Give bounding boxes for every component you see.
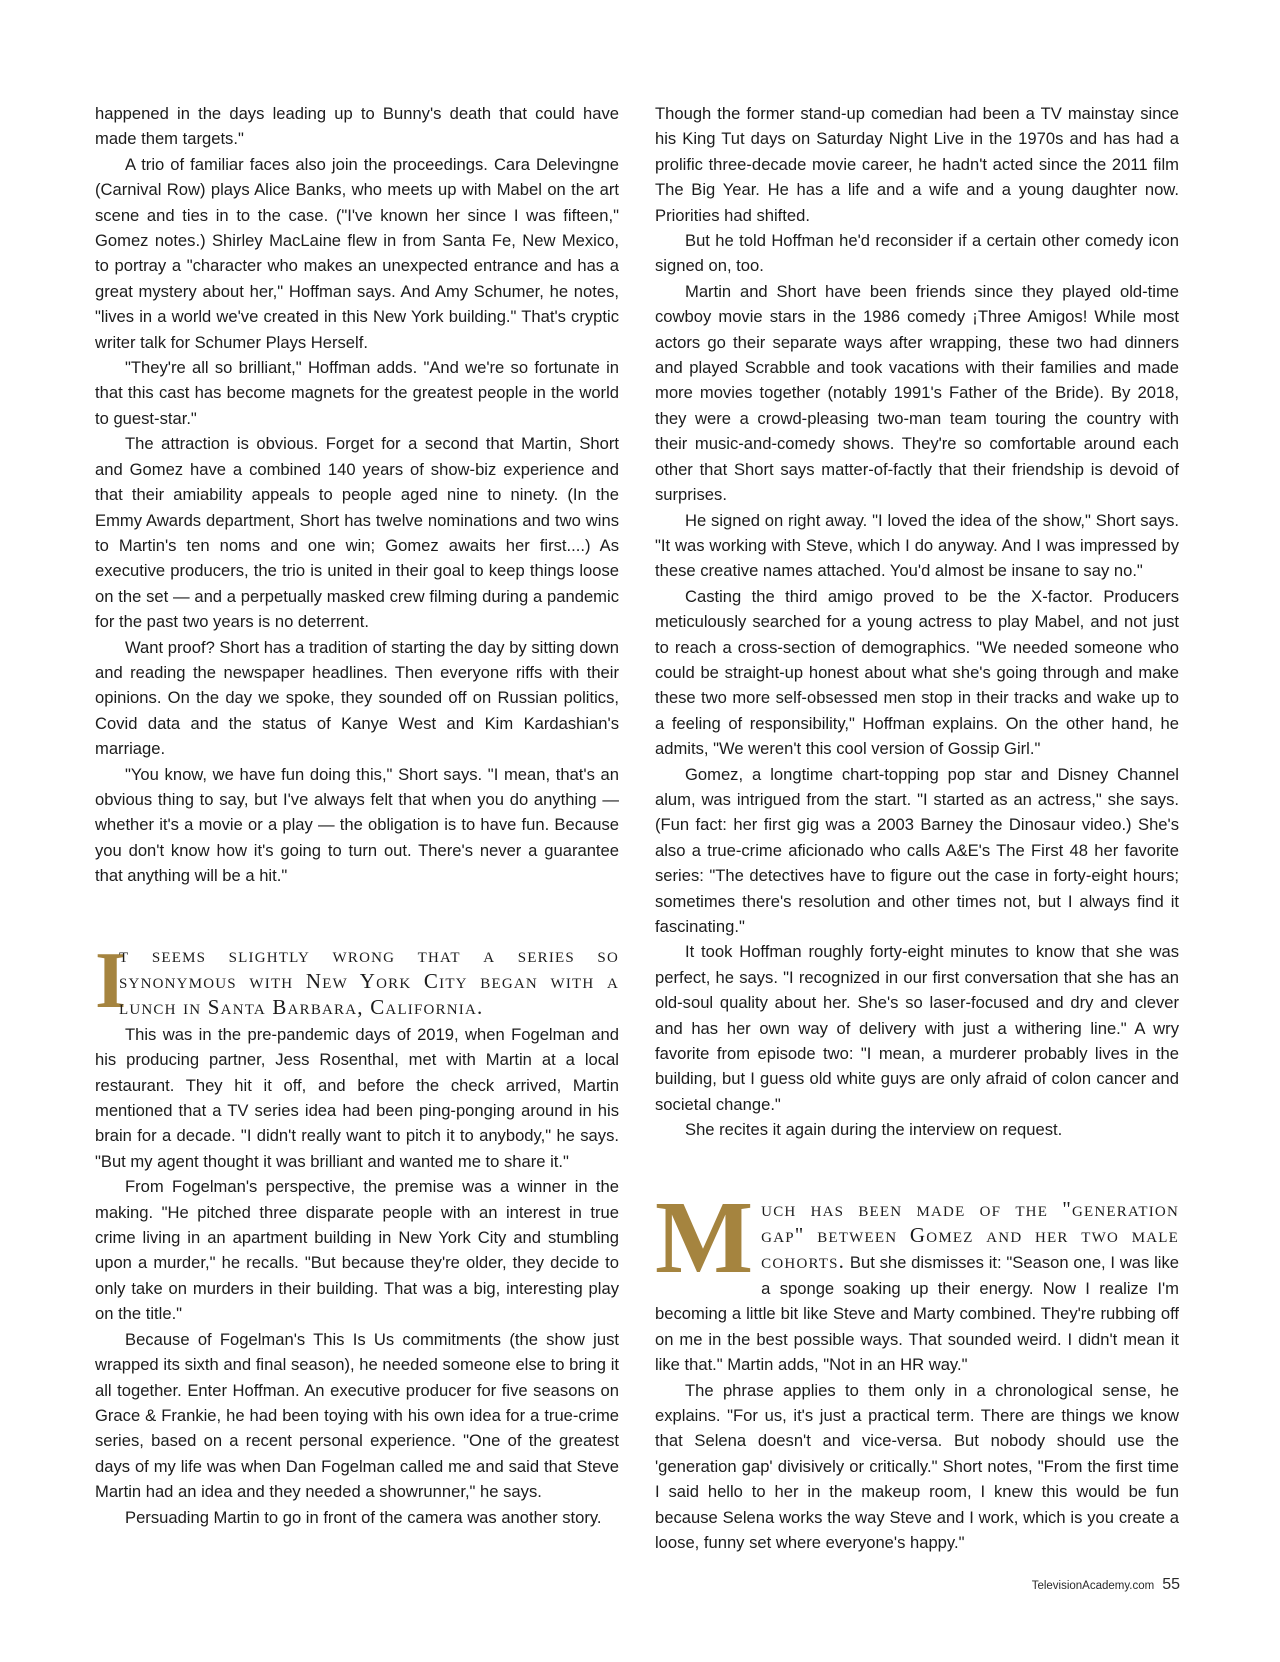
paragraph: This was in the pre-pandemic days of 2019, when Fogelman and his producing partner, Jess Rosenthal, met with Martin at a local restaurant. They hit it off, and before the check arrived, Martin mentioned that a TV series idea had been ping-ponging around in his brain for a decade. "I didn't really want to pitch it to anybody," he says. "But my agent thought it was brilliant and wanted me to share it." [95, 1024, 619, 1171]
left-column [95, 101, 619, 1530]
drop-cap: I [95, 936, 127, 1025]
paragraph: Want proof? Short has a tradition of starting the day by sitting down and reading the newspaper headlines. Then everyone riffs with their opinions. On the day we spoke, they sounded off on Russian politics, Covid data and the status of Kanye West and Kim Kardashian's marriage. [95, 637, 619, 759]
paragraph: Though the former stand-up comedian had been a TV mainstay since his King Tut days on Saturday Night Live in the 1970s and has had a prolific three-decade movie career, he hadn't acted since the 2011 film The Big Year. He has a life and a wife and a young daughter now. Priorities had shifted. [655, 104, 1179, 225]
paragraph: The phrase applies to them only in a chronological sense, he explains. "For us, it's just a practical term. There are things we know that Selena doesn't and vice-versa. But nobody should use the 'generation gap' divisively or critically." Short notes, "From the first time I said hello to her in the makeup room, I knew this would be fun because Selena works the way Steve and I work, which is you create a loose, funny set where everyone's happy." [655, 1380, 1179, 1552]
page-number: 55 [1162, 1576, 1180, 1593]
section-lead-continuation: But she dismisses it: "Season one, I was like a sponge soaking up their energy. Now I realize I'm becoming a little bit like Steve and Marty combined. They're rubbing off on me in the best possible ways. That sounded weird. I didn't mean it like that." Martin adds, "Not in an HR way." [655, 1253, 1179, 1375]
paragraph: But he told Hoffman he'd reconsider if a certain other comedy icon signed on, too. [655, 231, 1179, 276]
paragraph: A trio of familiar faces also join the proceedings. Cara Delevingne (Carnival Row) plays Alice Banks, who meets up with Mabel on the art scene and ties in to the case. ("I've known her since I was fifteen," Gomez notes.) Shirley MacLaine flew in from Santa Fe, New Mexico, to portray a "character who makes an unexpected entrance and has a great mystery about her," Hoffman says. And Amy Schumer, he notes, "lives in a world we've created in this New York building." That's cryptic writer talk for Schumer Plays Herself. [95, 154, 619, 352]
page-footer [1032, 1576, 1180, 1594]
section-lead [95, 936, 619, 1025]
paragraph: "You know, we have fun doing this," Short says. "I mean, that's an obvious thing to say, but I've always felt that when you do anything — whether it's a movie or a play — the obligation is to have fun. Because you don't know how it's going to turn out. There's never a guarantee that anything will be a hit." [95, 764, 619, 886]
paragraph: It took Hoffman roughly forty-eight minutes to know that she was perfect, he says. "I recognized in our first conversation that she has an old-soul quality about her. She's so laser-focused and dry and clever and has her own way of delivery with just a withering line." A wry favorite from episode two: "I mean, a murderer probably lives in the building, but I guess old white guys are only afraid of colon cancer and societal change." [655, 942, 1179, 1114]
paragraph: From Fogelman's perspective, the premise was a winner in the making. "He pitched three disparate people with an interest in true crime living in an apartment building in New York City and stumbling upon a murder," he recalls. "But because they're older, they decide to only take on murders in their building. That was a big, interesting play on the title." [95, 1177, 619, 1324]
section-lead-text: t seems slightly wrong that a series so synonymous with New York City began with a lunch in Santa Barbara, California. [119, 942, 619, 1020]
paragraph: She recites it again during the interview on request. [685, 1120, 1063, 1140]
paragraph: happened in the days leading up to Bunny's death that could have made them targets." [95, 104, 619, 149]
right-column [655, 101, 1179, 1555]
paragraph: "They're all so brilliant," Hoffman adds. "And we're so fortunate in that this cast has become magnets for the greatest people in the world to guest-star." [95, 358, 619, 428]
paragraph: Because of Fogelman's This Is Us commitments (the show just wrapped its sixth and final season), he needed someone else to bring it all together. Enter Hoffman. An executive producer for five seasons on Grace & Frankie, he had been toying with his own idea for a true-crime series, based on a recent personal experience. "One of the greatest days of my life was when Dan Fogelman called me and said that Steve Martin had an idea and they needed a showrunner," he says. [95, 1329, 619, 1502]
paragraph: Martin and Short have been friends since they played old-time cowboy movie stars in the 1986 comedy ¡Three Amigos! While most actors go their separate ways after wrapping, these two had dinners and played Scrabble and took vacations with their families and made more movies together (notably 1991's Father of the Bride). By 2018, they were a crowd-pleasing two-man team touring the country with their music-and-comedy shows. They're so comfortable around each other that Short says matter-of-factly that their friendship is devoid of surprises. [655, 281, 1179, 505]
paragraph: The attraction is obvious. Forget for a second that Martin, Short and Gomez have a combined 140 years of show-biz experience and that their amiability appeals to people aged nine to ninety. (In the Emmy Awards department, Short has twelve nominations and two wins to Martin's ten noms and one win; Gomez awaits her first....) As executive producers, the trio is united in their goal to keep things loose on the set — and a perpetually masked crew filming during a pandemic for the past two years is no deterrent. [95, 434, 619, 632]
footer-site-link[interactable]: TelevisionAcademy.com [1031, 1580, 1155, 1592]
paragraph: Casting the third amigo proved to be the X-factor. Producers meticulously searched for a young actress to play Mabel, and not just to reach a cross-section of demographics. "We needed someone who could be straight-up honest about what she's going through and make these two more self-obsessed men stop in their tracks and wake up to a feeling of responsibility," Hoffman explains. On the other hand, he admits, "We weren't this cool version of Gossip Girl." [655, 586, 1179, 759]
section-opener [95, 936, 619, 1025]
paragraph: Persuading Martin to go in front of the camera was another story. [125, 1507, 602, 1527]
section-opener [655, 1179, 1179, 1378]
drop-cap: M [655, 1179, 754, 1295]
paragraph: Gomez, a longtime chart-topping pop star and Disney Channel alum, was intrigued from the start. "I started as an actress," she says. (Fun fact: her first gig was a 2003 Barney the Dinosaur video.) She's also a true-crime aficionado who calls A&E's The First 48 her favorite series: "The detectives have to figure out the case in forty-eight hours; sometimes there's resolution and other times not, but I always find it fascinating." [655, 764, 1179, 936]
section-lead-text: uch has been made of the "generation gap" between Gomez and her two male cohorts. [761, 1196, 1179, 1274]
paragraph: He signed on right away. "I loved the idea of the show," Short says. "It was working with Steve, which I do anyway. And I was impressed by these creative names attached. You'd almost be insane to say no." [655, 510, 1179, 581]
